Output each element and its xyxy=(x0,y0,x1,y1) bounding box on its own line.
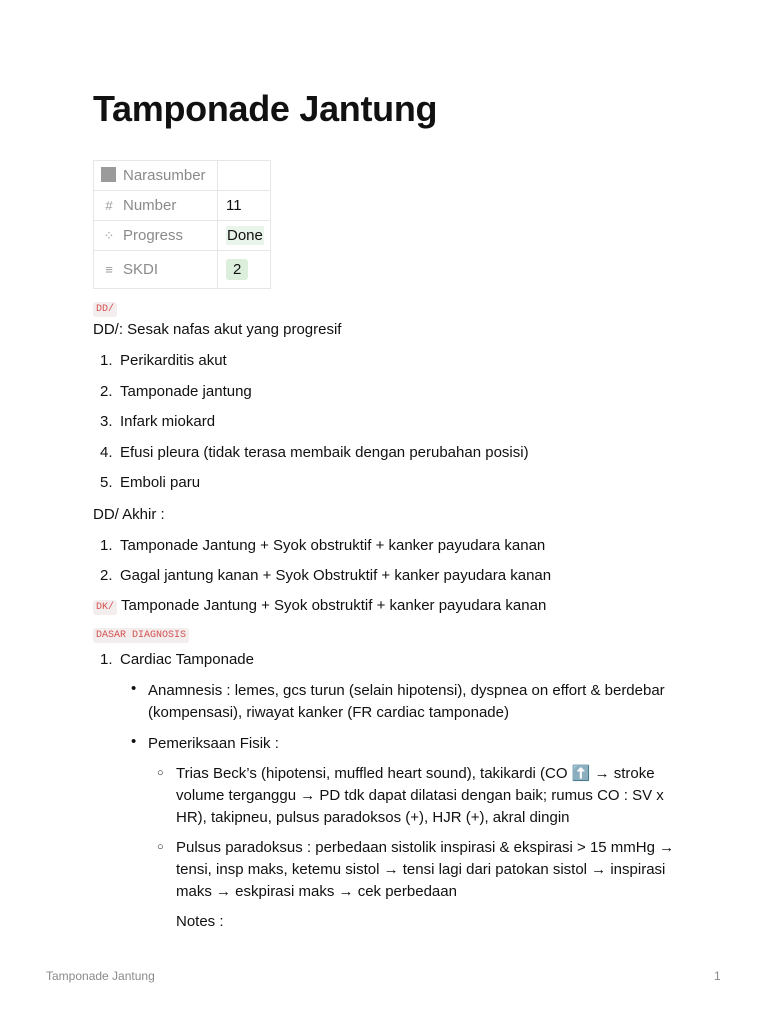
dasar-tag-line xyxy=(93,624,189,643)
notes-label: Notes : xyxy=(176,913,224,930)
page-title: Tamponade Jantung xyxy=(93,88,438,129)
property-value[interactable] xyxy=(218,221,271,251)
loading-icon: ⁘ xyxy=(103,228,115,243)
dk-tag: DK/ xyxy=(93,600,117,615)
page-number: 1 xyxy=(714,969,721,983)
hash-icon: # xyxy=(105,198,113,213)
property-key: ⁘ Progress xyxy=(94,221,218,251)
property-row[interactable] xyxy=(94,251,271,289)
list-icon: ≡ xyxy=(105,262,113,277)
properties-table xyxy=(93,160,271,289)
square-icon xyxy=(101,167,116,182)
status-badge: Done xyxy=(227,227,263,244)
dd-tag-line xyxy=(93,298,117,317)
arrow-up-icon: ⬆️ xyxy=(571,765,591,782)
dasar-diagnosis-tag: DASAR DIAGNOSIS xyxy=(93,628,189,643)
property-value[interactable] xyxy=(218,161,271,191)
skdi-badge: 2 xyxy=(226,259,248,280)
dk-line xyxy=(93,597,546,615)
property-row[interactable] xyxy=(94,161,271,191)
dd-tag: DD/ xyxy=(93,302,117,317)
dd-heading: DD/: Sesak nafas akut yang progresif xyxy=(93,321,342,338)
property-key: Narasumber xyxy=(94,161,218,191)
property-value[interactable]: 11 xyxy=(218,191,271,221)
property-value[interactable] xyxy=(218,251,271,289)
footer-title: Tamponade Jantung xyxy=(46,969,155,983)
property-key: # Number xyxy=(94,191,218,221)
dd-akhir-heading: DD/ Akhir : xyxy=(93,506,165,523)
property-row[interactable] xyxy=(94,221,271,251)
dk-text: Tamponade Jantung + Syok obstruktif + kanker payudara kanan xyxy=(121,597,547,614)
property-row[interactable] xyxy=(94,191,271,221)
property-key: ≡ SKDI xyxy=(94,251,218,289)
